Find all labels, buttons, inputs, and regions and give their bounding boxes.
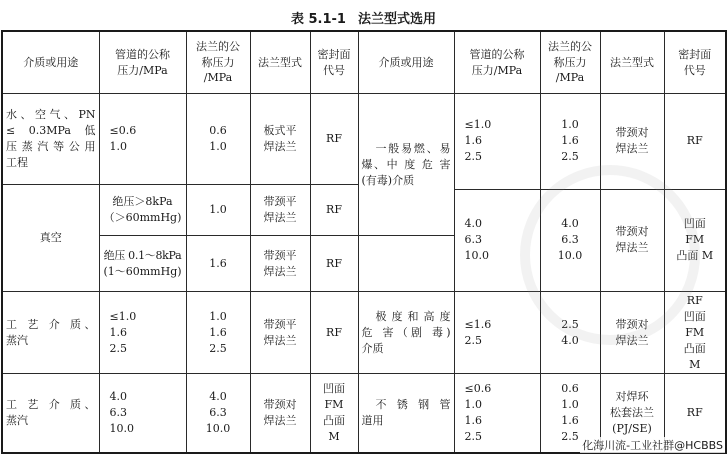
- flange-type-utility: 板式平 焊法兰: [250, 94, 310, 185]
- flange-pressure-vacuum-high: 1.0: [186, 185, 250, 236]
- pipe-pressure-stainless: ≤0.6 1.0 1.6 2.5: [454, 374, 540, 453]
- flange-type-vacuum-low: 带颈平 焊法兰: [250, 236, 310, 292]
- medium-process-high: 工 艺 介 质、 蒸汽: [2, 374, 99, 453]
- seal-code-flammable-high: 凹面 FM 凸面 M: [664, 189, 726, 292]
- seal-code-utility: RF: [310, 94, 358, 185]
- table-number: 表 5.1-1: [290, 12, 346, 27]
- flange-type-process-low: 带颈平 焊法兰: [250, 292, 310, 374]
- pipe-pressure-vacuum-high: 绝压＞8kPa （＞60mmHg): [99, 185, 186, 236]
- header-seal-code-right: 密封面 代号: [664, 31, 726, 94]
- flange-type-vacuum-high: 带颈平 焊法兰: [250, 185, 310, 236]
- flange-pressure-utility: 0.6 1.0: [186, 94, 250, 185]
- medium-vacuum: 真空: [2, 185, 99, 292]
- header-seal-code-left: 密封面 代号: [310, 31, 358, 94]
- flange-pressure-process-high: 4.0 6.3 10.0: [186, 374, 250, 453]
- flange-pressure-flammable-low: 1.0 1.6 2.5: [540, 94, 600, 190]
- table-row: [2, 292, 726, 374]
- seal-code-stainless: RF: [664, 374, 726, 453]
- medium-utility: 水、空气、PN ≤ 0.3MPa 低 压蒸汽等公用 工程: [2, 94, 99, 185]
- flange-type-flammable-high: 带颈对 焊法兰: [600, 189, 664, 292]
- header-pipe-pressure-right: 管道的公称 压力/MPa: [454, 31, 540, 94]
- header-flange-type-left: 法兰型式: [250, 31, 310, 94]
- pipe-pressure-flammable-low: ≤1.0 1.6 2.5: [454, 94, 540, 190]
- flange-pressure-stainless: 0.6 1.0 1.6 2.5: [540, 374, 600, 453]
- table-title: 法兰型式选用: [357, 12, 436, 27]
- medium-flammable-toxic: 一般易燃、易 爆、中 度 危 害 (有毒)介质: [358, 94, 454, 236]
- pipe-pressure-process-high: 4.0 6.3 10.0: [99, 374, 186, 453]
- pipe-pressure-flammable-high: 4.0 6.3 10.0: [454, 189, 540, 292]
- flange-pressure-flammable-high: 4.0 6.3 10.0: [540, 189, 600, 292]
- header-medium-right: 介质或用途: [358, 31, 454, 94]
- pipe-pressure-highly-toxic: ≤1.6 2.5: [454, 292, 540, 374]
- flange-pressure-highly-toxic: 2.5 4.0: [540, 292, 600, 374]
- medium-highly-toxic: 极 度 和 高 度 危 害（剧 毒) 介质: [358, 292, 454, 374]
- seal-code-process-high: 凹面 FM 凸面 M: [310, 374, 358, 453]
- seal-code-process-low: RF: [310, 292, 358, 374]
- flange-type-process-high: 带颈对 焊法兰: [250, 374, 310, 453]
- flange-pressure-process-low: 1.0 1.6 2.5: [186, 292, 250, 374]
- header-flange-type-right: 法兰型式: [600, 31, 664, 94]
- watermark-text: 化海川流-工业社群@HCBBS: [582, 439, 723, 452]
- seal-code-flammable-low: RF: [664, 94, 726, 190]
- table-caption: [0, 8, 727, 27]
- seal-code-highly-toxic: RF 凹面 FM 凸面 M: [664, 292, 726, 374]
- pipe-pressure-utility: ≤0.6 1.0: [99, 94, 186, 185]
- header-flange-pressure-left: 法兰的公 称压力 /MPa: [186, 31, 250, 94]
- pipe-pressure-vacuum-low: 绝压 0.1～8kPa (1～60mmHg): [99, 236, 186, 292]
- header-medium-left: 介质或用途: [2, 31, 99, 94]
- seal-code-vacuum-high: RF: [310, 185, 358, 236]
- table-row: [2, 94, 726, 140]
- medium-stainless-pipe: 不 锈 钢 管 道用: [358, 374, 454, 453]
- medium-process-low: 工 艺 介 质、 蒸汽: [2, 292, 99, 374]
- flange-type-stainless: 对焊环 松套法兰 (PJ/SE): [600, 374, 664, 453]
- header-row: [2, 31, 726, 94]
- seal-code-vacuum-low: RF: [310, 236, 358, 292]
- header-pipe-pressure-left: 管道的公称 压力/MPa: [99, 31, 186, 94]
- header-flange-pressure-right: 法兰的公 称压力 /MPa: [540, 31, 600, 94]
- flange-pressure-vacuum-low: 1.6: [186, 236, 250, 292]
- flange-type-flammable-low: 带颈对 焊法兰: [600, 94, 664, 190]
- pipe-pressure-process-low: ≤1.0 1.6 2.5: [99, 292, 186, 374]
- flange-type-highly-toxic: 带颈对 焊法兰: [600, 292, 664, 374]
- flange-selection-table: [1, 30, 727, 454]
